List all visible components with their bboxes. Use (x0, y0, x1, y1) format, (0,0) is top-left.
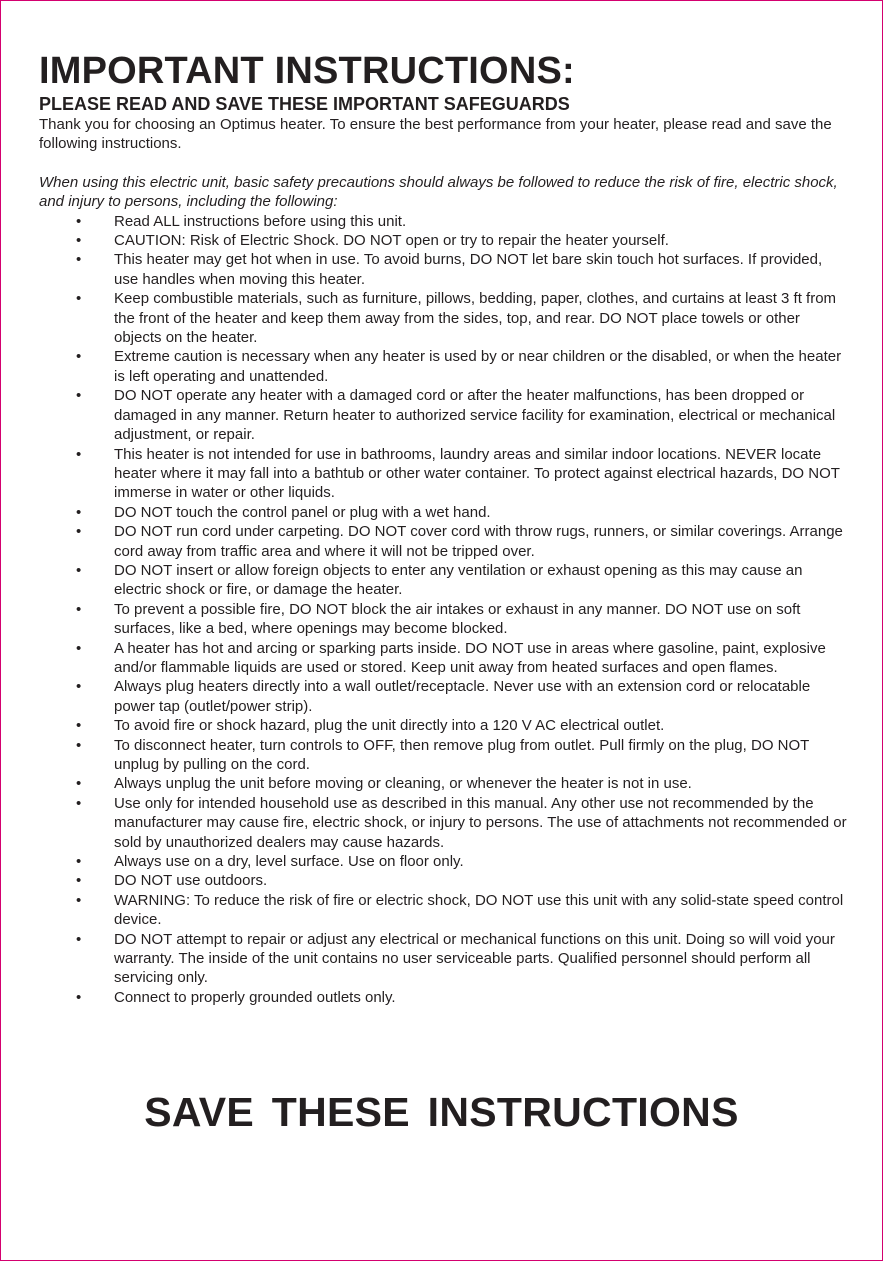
instruction-item (39, 639, 847, 678)
instruction-item (39, 522, 847, 561)
bullet-icon: • (76, 717, 82, 735)
instruction-item (39, 386, 847, 444)
instruction-item (39, 988, 847, 1007)
instruction-item (39, 871, 847, 890)
instruction-item (39, 347, 847, 386)
bullet-icon: • (76, 232, 82, 250)
bullet-icon: • (76, 290, 82, 308)
bullet-icon: • (76, 930, 82, 948)
instruction-text: Always use on a dry, level surface. Use on floor only. (114, 853, 464, 871)
instruction-text: WARNING: To reduce the risk of fire or electric shock, DO NOT use this unit with any solid-state speed control device. (114, 891, 844, 929)
instruction-text: DO NOT touch the control panel or plug with a wet hand. (114, 503, 491, 521)
bullet-icon: • (76, 503, 82, 521)
bullet-icon: • (76, 891, 82, 909)
instruction-list (39, 212, 847, 1008)
instruction-text: Always plug heaters directly into a wall outlet/receptacle. Never use with an extension cord or relocatable power tap (outlet/power strip). (114, 678, 811, 715)
instruction-text: CAUTION: Risk of Electric Shock. DO NOT open or try to repair the heater yourself. (114, 232, 669, 250)
bullet-icon: • (76, 251, 82, 269)
bullet-icon: • (76, 736, 82, 754)
instruction-item (39, 445, 847, 503)
instruction-text: DO NOT run cord under carpeting. DO NOT cover cord with throw rugs, runners, or similar coverings. Arrange cord away from traffic area and where it will not be tripped over. (114, 523, 843, 560)
instruction-text: DO NOT insert or allow foreign objects to enter any ventilation or exhaust opening as this may cause an electric shock or fire, or damage the heater. (114, 561, 803, 599)
bullet-icon: • (76, 523, 82, 541)
bullet-icon: • (76, 445, 82, 463)
instruction-item (39, 930, 847, 988)
instruction-item (39, 600, 847, 639)
bullet-icon: • (76, 561, 82, 579)
instruction-item (39, 231, 847, 250)
instruction-text: Keep combustible materials, such as furniture, pillows, bedding, paper, clothes, and curtains at least 3 ft from the front of the heater and keep them away from the sides, top, and rear. DO NOT place towels or other objects on the heater. (114, 290, 837, 347)
page-title: IMPORTANT INSTRUCTIONS: (39, 50, 575, 92)
instruction-item (39, 503, 847, 522)
page-subtitle: PLEASE READ AND SAVE THESE IMPORTANT SAFEGUARDS (39, 94, 570, 114)
instruction-text: DO NOT operate any heater with a damaged cord or after the heater malfunctions, has been dropped or damaged in any manner. Return heater to authorized service facility for examination, electrical or mechanical adjustment, or repair. (114, 387, 836, 444)
instruction-item (39, 250, 847, 289)
instruction-text: Connect to properly grounded outlets only. (114, 988, 396, 1006)
bullet-icon: • (76, 387, 82, 405)
instruction-item (39, 561, 847, 600)
instruction-item (39, 677, 847, 716)
bullet-icon: • (76, 600, 82, 618)
footer-title: SAVE THESE INSTRUCTIONS (144, 1089, 739, 1135)
document-body (39, 49, 847, 1007)
bullet-icon: • (76, 988, 82, 1006)
instruction-text: This heater is not intended for use in bathrooms, laundry areas and similar indoor locations. NEVER locate heater where it may fall into a bathtub or other water container. To protect against electrical hazards, DO NOT immerse in water or other liquids. (114, 445, 840, 502)
instruction-text: To disconnect heater, turn controls to OFF, then remove plug from outlet. Pull firmly on the plug, DO NOT unplug by pulling on the cord. (114, 736, 810, 773)
bullet-icon: • (76, 678, 82, 696)
bullet-icon: • (76, 775, 82, 793)
instruction-text: This heater may get hot when in use. To avoid burns, DO NOT let bare skin touch hot surfaces. If provided, use handles when moving this heater. (114, 251, 823, 288)
instruction-text: Read ALL instructions before using this unit. (114, 212, 407, 230)
instruction-text: DO NOT use outdoors. (114, 872, 268, 890)
precaution-paragraph: When using this electric unit, basic safety precautions should always be followed to reduce the risk of fire, electric shock, and injury to persons, including the following: (39, 173, 838, 211)
bullet-icon: • (76, 348, 82, 366)
instruction-text: To prevent a possible fire, DO NOT block the air intakes or exhaust in any manner. DO NOT use on soft surfaces, like a bed, where openings may become blocked. (114, 600, 801, 638)
bullet-icon: • (76, 794, 82, 812)
instruction-item (39, 891, 847, 930)
instruction-text: DO NOT attempt to repair or adjust any electrical or mechanical functions on this unit. Doing so will void your warranty. The inside of the unit contains no user serviceable parts. Qualified personnel should perform all servicing only. (114, 930, 835, 987)
instruction-item (39, 736, 847, 775)
instruction-item (39, 774, 847, 793)
bullet-icon: • (76, 639, 82, 657)
instruction-item (39, 289, 847, 347)
bullet-icon: • (76, 872, 82, 890)
intro-paragraph: Thank you for choosing an Optimus heater. To ensure the best performance from your heater, please read and save the following instructions. (39, 116, 832, 153)
bullet-icon: • (76, 212, 82, 230)
instruction-text: Always unplug the unit before moving or cleaning, or whenever the heater is not in use. (114, 775, 692, 793)
instruction-text: To avoid fire or shock hazard, plug the unit directly into a 120 V AC electrical outlet. (114, 717, 665, 735)
instruction-item (39, 212, 847, 231)
instruction-item (39, 794, 847, 852)
instruction-item (39, 716, 847, 735)
instruction-text: A heater has hot and arcing or sparking parts inside. DO NOT use in areas where gasoline, paint, explosive and/or flammable liquids are used or stored. Keep unit away from heated surfaces and open flames. (114, 639, 826, 676)
instruction-item (39, 852, 847, 871)
bullet-icon: • (76, 853, 82, 871)
instruction-text: Extreme caution is necessary when any heater is used by or near children or the disabled, or when the heater is left operating and unattended. (114, 348, 842, 385)
instruction-text: Use only for intended household use as described in this manual. Any other use not recommended by the manufacturer may cause fire, electric shock, or injury to persons. The use of attachments not recommended or sold by unauthorized dealers may cause hazards. (114, 794, 847, 851)
